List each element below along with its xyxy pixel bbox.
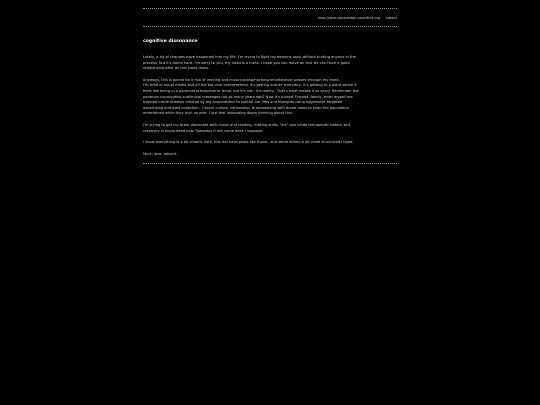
- post-paragraph: Lately, a lot of changes have happened into my life. I'm trying to fight my demons back without hurting anyone in the process, but it's damn hard. I'm sorry to you, my head is a mess. I hope you can move on and we can have a good relationship after all this cools down.: [143, 55, 356, 71]
- post-signoff: Much love, absurd.: [143, 151, 178, 156]
- bottom-divider: [143, 163, 397, 164]
- post-paragraph: Anyways, this is gonna be a mix of venting and music/coding/hacking/art/whatever passes through my mind. I'm tired of social media and all the big corp brainwashing. It's getting scarier everyday.. it's getting to a point where it feels like being in a paranoid schizophrenic brain, but it's not.. it's reality.. That's what makes it so scary. Remember the paranoia surrounding subliminal messages not so many years ago? Now it's fucked. Friends, family, even myself are trapped inside bubbles tailored by big corporations to control our lifes and thoughts using aggressive targeted advertising and data collection.. Cancel culture, censorship, brainwashing with dumb ideas to keep the population entertained while they fuck us over. I just feel impending doom thinking about this.: [143, 77, 359, 116]
- post-paragraph: I'm trying to get my brain distracted with music and reading, making shitty "art" was kinda therapeutic before, but creativity is kinda dead now. Someday it will come back I suppose.: [143, 122, 351, 133]
- post-paragraph: I know everything is a bit chaotic here, this will have posts like these.. and some others a bit more structured I hope.: [143, 140, 354, 145]
- page-container: [143, 8, 397, 164]
- post-title: cognitive dissonance: [143, 39, 198, 44]
- post-body: [143, 55, 397, 157]
- about-link[interactable]: /about: [385, 15, 397, 20]
- site-header: [143, 9, 397, 26]
- header-divider: [143, 26, 397, 27]
- site-home-link[interactable]: http://absurdparadox.neocities.org: [318, 15, 381, 20]
